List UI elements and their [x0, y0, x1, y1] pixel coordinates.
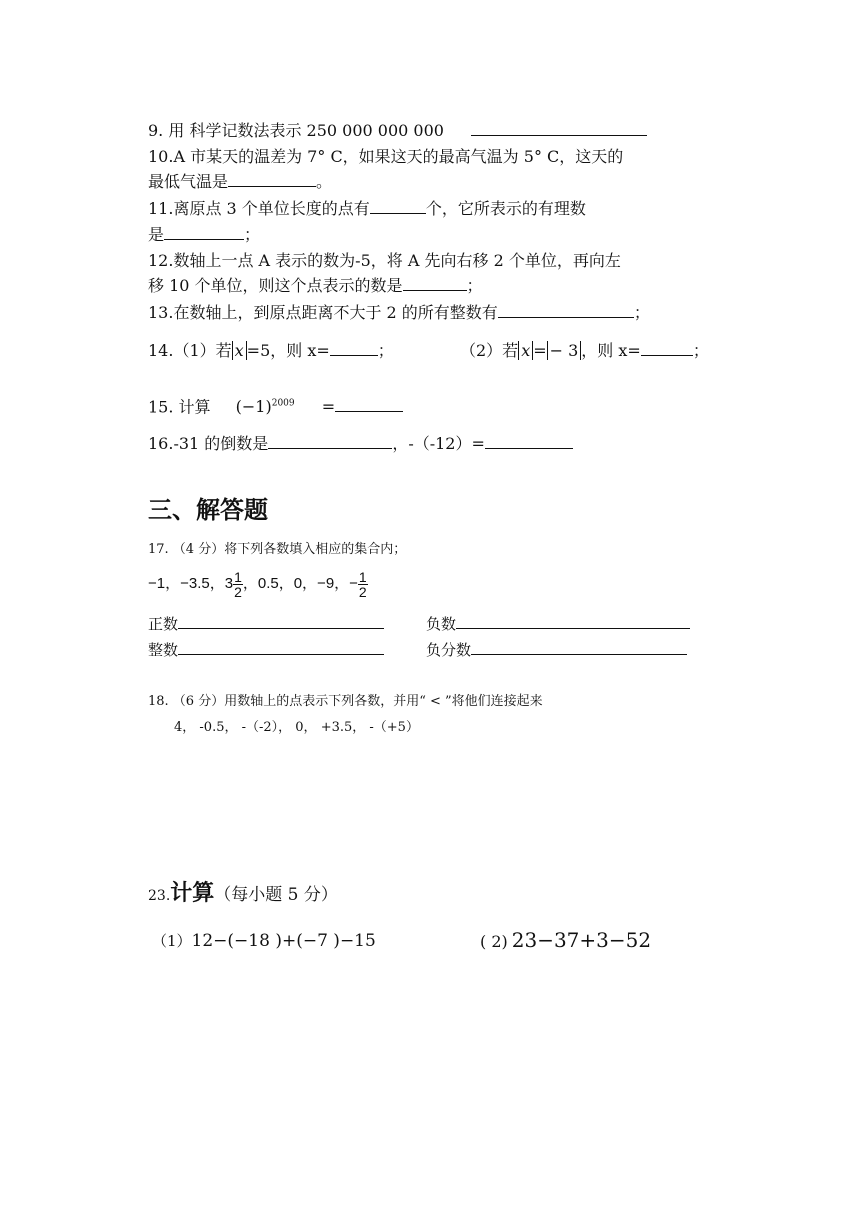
q16-reciprocal-blank — [268, 432, 392, 449]
q11-text-c: 是 — [148, 225, 165, 244]
q17-title: 17. （4 分）将下列各数填入相应的集合内； — [148, 542, 407, 557]
q17-fraction-2 — [358, 570, 368, 599]
q17-negative-blank — [456, 612, 690, 629]
question-14-part1 — [148, 339, 394, 363]
q12-line1: 12.数轴上一点 A 表示的数为-5，将 A 先向右移 2 个单位，再向左 — [148, 251, 621, 270]
frac2-numerator: 1 — [358, 568, 367, 585]
question-9 — [148, 119, 647, 143]
q17-positive-row — [148, 612, 384, 634]
q17-negfraction-label: 负分数 — [426, 641, 472, 659]
q15-exponent: 2009 — [271, 399, 295, 409]
q23-note: （每小题 5 分） — [214, 885, 338, 905]
q10-answer-blank — [228, 170, 316, 187]
q23-title: 计算 — [170, 881, 215, 906]
q17-negative-label: 负数 — [426, 615, 457, 633]
q12-answer-blank — [403, 274, 467, 291]
q15-answer-blank — [335, 395, 403, 412]
q15-expression — [236, 397, 295, 416]
q17-negative-row — [426, 612, 690, 634]
question-10-line2 — [148, 170, 332, 194]
q16-text-a: 16.-31 的倒数是 — [148, 434, 269, 453]
q17-positive-blank — [178, 612, 384, 629]
q17-positive-label: 正数 — [148, 615, 179, 633]
q17-negfraction-row — [426, 638, 687, 660]
question-11-line2 — [148, 223, 260, 247]
q17-fraction-1 — [233, 570, 243, 599]
q17-integer-row — [148, 638, 384, 660]
q11-text-a: 11.离原点 3 个单位长度的点有 — [148, 199, 370, 218]
q14-p2-mid: ，则 x= — [581, 341, 641, 360]
q14-p1-abs: x — [232, 341, 247, 360]
frac2-denominator: 2 — [358, 583, 367, 600]
q13-text: 13.在数轴上，到原点距离不大于 2 的所有整数有 — [148, 303, 498, 322]
q17-integer-blank — [178, 638, 384, 655]
q9-text: 9. 用 科学记数法表示 250 000 000 000 — [148, 121, 444, 140]
q17-integer-label: 整数 — [148, 641, 179, 659]
question-12-line2 — [148, 274, 483, 298]
q11-count-blank — [370, 197, 426, 214]
q23-part2 — [480, 928, 651, 952]
q23-p2-expr: 23−37+3−52 — [511, 928, 652, 952]
q17-negfraction-blank — [471, 638, 687, 655]
q14-p1-blank — [330, 339, 378, 356]
q10-text: 最低气温是 — [148, 172, 229, 191]
q11-end: ； — [244, 225, 261, 244]
q14-p1-mid: =5，则 x= — [246, 341, 330, 360]
q14-p2-prefix: （2）若 — [460, 341, 519, 360]
q14-p1-prefix: 14.（1）若 — [148, 341, 232, 360]
q14-p2-abs-x: x — [518, 341, 533, 360]
frac1-denominator: 2 — [234, 583, 242, 600]
question-11-line1 — [148, 197, 586, 221]
section-title: 三、解答题 — [148, 496, 268, 524]
q17-nums-b: ，0.5，0，−9，− — [242, 575, 358, 592]
q17-nums-a: −1，−3.5，3 — [148, 575, 234, 592]
q14-p2-eq: = — [533, 341, 547, 360]
q14-p2-blank — [641, 339, 693, 356]
q9-answer-blank — [471, 119, 647, 136]
q18-title: 18. （6 分）用数轴上的点表示下列各数，并用“ < ”将他们连接起来 — [148, 694, 543, 709]
q16-answer-blank — [485, 432, 573, 449]
q14-p1-end: ； — [377, 341, 394, 360]
frac1-numerator: 1 — [234, 568, 242, 585]
question-15 — [148, 392, 403, 419]
q16-text-b: ，-（-12）= — [392, 434, 485, 453]
q12-end: ； — [466, 276, 483, 295]
q23-p2-label: ( 2) — [480, 932, 508, 951]
q13-end: ； — [633, 303, 650, 322]
q18-numbers: 4， -0.5， -（-2）， 0， +3.5， -（+5） — [174, 720, 419, 735]
q11-text-b: 个，它所表示的有理数 — [425, 199, 586, 218]
q14-p2-abs-neg3: − 3 — [547, 341, 582, 360]
q13-answer-blank — [498, 301, 634, 318]
q15-label: 15. 计算 — [148, 397, 211, 417]
question-16 — [148, 432, 573, 456]
q10-line1: 10.A 市某天的温差为 7° C，如果这天的最高气温为 5° C，这天的 — [148, 147, 624, 166]
q23-part1 — [152, 930, 376, 951]
q11-number-blank — [164, 223, 244, 240]
q12-text: 移 10 个单位，则这个点表示的数是 — [148, 276, 403, 295]
q23-number: 23. — [148, 888, 171, 904]
q23-p1-label: （1） — [152, 932, 192, 950]
question-13 — [148, 301, 650, 325]
q10-end: 。 — [316, 172, 333, 191]
q15-equals: = — [321, 397, 336, 417]
q23-p1-expr: 12−(−18 )+(−7 )−15 — [191, 931, 376, 951]
q17-numbers — [148, 566, 368, 602]
question-14-part2 — [460, 339, 709, 363]
question-23-heading — [148, 876, 338, 907]
q15-base: (−1) — [235, 397, 272, 417]
q14-p2-end: ； — [692, 341, 709, 360]
